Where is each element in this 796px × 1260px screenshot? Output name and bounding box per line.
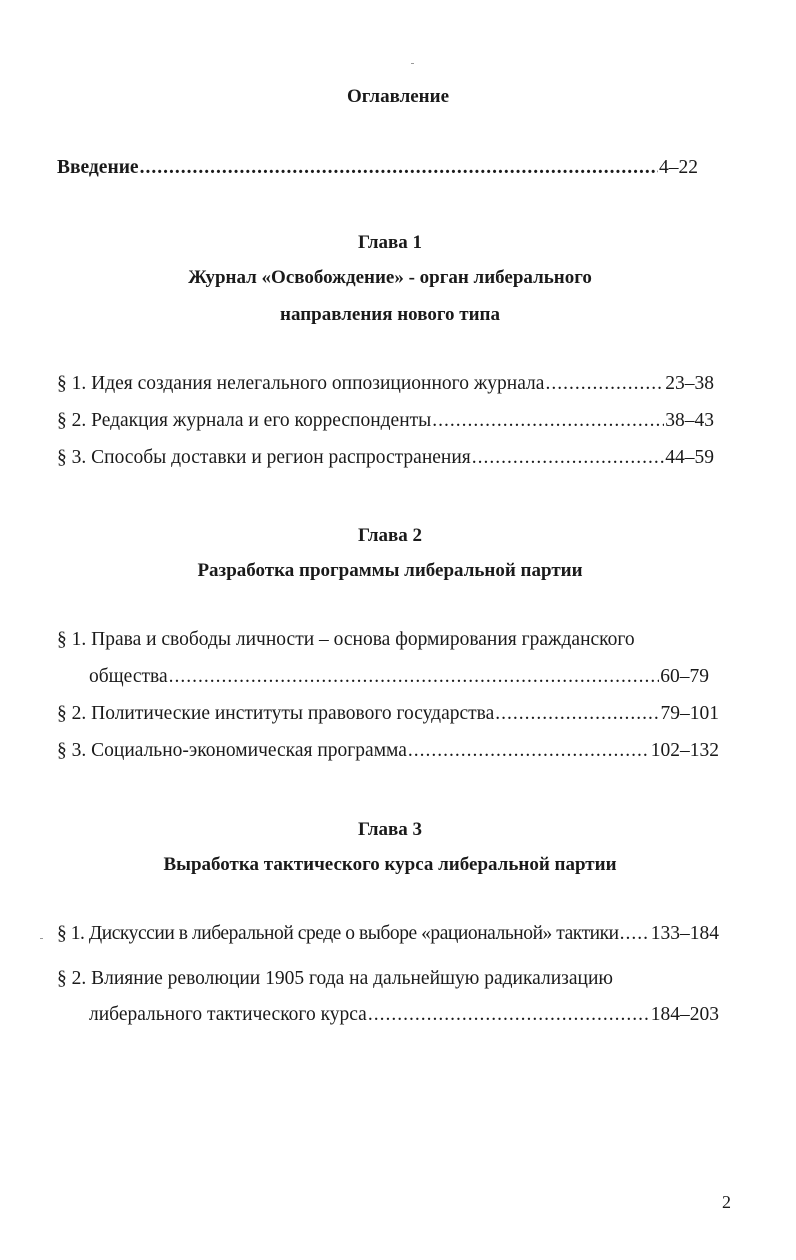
toc-entry-label: § 3. Способы доставки и регион распространения	[57, 447, 471, 468]
toc-entry	[57, 923, 719, 951]
toc-entry-label: § 1. Дискуссии в либеральной среде о выборе «рациональной» тактики	[57, 923, 619, 944]
chapter-3-subtitle: Выработка тактического курса либеральной партии	[163, 854, 617, 875]
dot-leader	[140, 157, 658, 179]
toc-entry-pages: 38–43	[665, 410, 714, 431]
dot-leader	[408, 740, 650, 762]
toc-entry-label: § 2. Редакция журнала и его корреспонденты	[57, 410, 432, 431]
toc-entry-label: § 3. Социально-экономическая программа	[57, 740, 407, 761]
toc-entry-pages: 79–101	[660, 703, 719, 724]
toc-entry-label: § 2. Политические институты правового государства	[57, 703, 495, 724]
dot-leader	[620, 923, 650, 945]
toc-entry-first-line: § 1. Права и свободы личности – основа формирования гражданского	[57, 629, 635, 650]
toc-entry-first-line: § 2. Влияние революции 1905 года на дальнейшую радикализацию	[57, 968, 613, 989]
dot-leader	[472, 447, 664, 469]
toc-entry-pages: 133–184	[650, 923, 719, 944]
toc-entry	[57, 373, 714, 401]
dot-leader	[169, 666, 660, 688]
toc-entry-label: § 1. Идея создания нелегального оппозиционного журнала	[57, 373, 545, 394]
toc-entry	[89, 666, 709, 694]
chapter-2-subtitle: Разработка программы либеральной партии	[197, 560, 583, 581]
dot-leader	[368, 1004, 650, 1026]
chapter-1-subtitle: направления нового типа	[280, 304, 500, 325]
page-title: Оглавление	[346, 86, 450, 107]
chapter-1-subtitle: Журнал «Освобождение» - орган либерального	[188, 267, 592, 288]
toc-entry	[57, 447, 714, 475]
toc-entry-intro	[57, 157, 698, 185]
dot-leader	[495, 703, 659, 725]
toc-entry-pages: 23–38	[665, 373, 714, 394]
dot-leader	[545, 373, 664, 395]
toc-entry	[89, 1004, 719, 1032]
toc-entry-label: общества	[89, 666, 168, 687]
chapter-2-heading: Глава 2	[357, 525, 423, 546]
toc-entry	[57, 703, 719, 731]
toc-entry	[57, 740, 719, 768]
toc-entry-pages: 60–79	[660, 666, 709, 687]
toc-entry-pages: 4–22	[659, 157, 698, 178]
toc-entry-pages: 184–203	[650, 1004, 719, 1025]
toc-entry-label: Введение	[57, 157, 139, 178]
scan-speck	[411, 63, 414, 64]
scan-speck	[40, 938, 43, 939]
dot-leader	[432, 410, 664, 432]
chapter-3-heading: Глава 3	[357, 819, 423, 840]
toc-entry-pages: 102–132	[650, 740, 719, 761]
page-number: 2	[722, 1192, 731, 1212]
toc-entry-pages: 44–59	[665, 447, 714, 468]
toc-entry-label: либерального тактического курса	[89, 1004, 367, 1025]
chapter-1-heading: Глава 1	[357, 232, 423, 253]
toc-entry	[57, 410, 714, 438]
